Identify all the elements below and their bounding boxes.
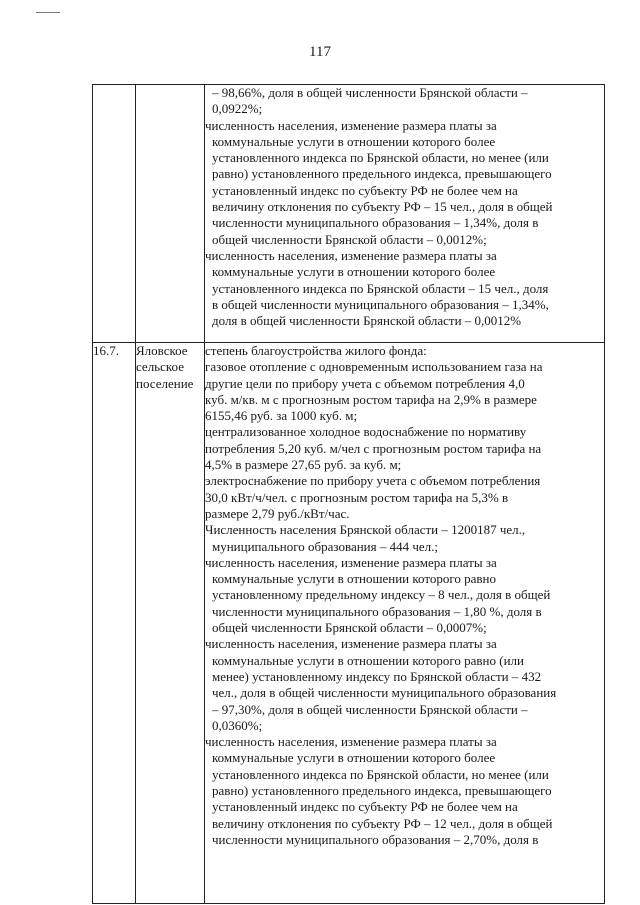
text-line: численность населения, изменение размера платы за xyxy=(205,734,497,750)
description-cell xyxy=(205,343,605,904)
text-line: коммунальные услуги в отношении которого равно xyxy=(212,571,497,587)
text-line: чел., доля в общей численности муниципального образования xyxy=(212,685,557,701)
text-line: установленному предельному индексу – 8 чел., доля в общей xyxy=(212,587,551,603)
text-line: численность населения, изменение размера платы за xyxy=(205,554,497,570)
text-line: установленного индекса по Брянской области, но менее (или xyxy=(212,150,549,166)
text-line: установленного индекса по Брянской области, но менее (или xyxy=(212,766,549,782)
row-number-cell xyxy=(93,343,136,904)
text-line: в общей численности муниципального образования – 1,34%, xyxy=(212,296,549,312)
settlement-name-line: поселение xyxy=(136,375,194,391)
row-number: 16.7. xyxy=(93,343,119,358)
settlement-name-line: сельское xyxy=(136,359,184,375)
text-line: газовое отопление с одновременным использованием газа на xyxy=(205,359,543,375)
text-line: коммунальные услуги в отношении которого равно (или xyxy=(212,652,524,668)
text-line: другие цели по прибору учета с объемом потребления 4,0 xyxy=(205,375,525,391)
text-line: – 98,66%, доля в общей численности Брянской области – xyxy=(212,85,528,100)
text-line: менее) установленному индексу по Брянской области – 432 xyxy=(212,668,542,684)
text-line: централизованное холодное водоснабжение по нормативу xyxy=(205,424,527,440)
text-line: численности муниципального образования – 2,70%, доля в xyxy=(212,831,539,847)
description-lines xyxy=(205,85,604,329)
text-line: общей численности Брянской области – 0,0007%; xyxy=(212,620,487,636)
text-line: коммунальные услуги в отношении которого более xyxy=(212,750,496,766)
text-line: численность населения, изменение размера платы за xyxy=(205,247,497,263)
text-line: величину отклонения по субъекту РФ – 12 чел., доля в общей xyxy=(212,815,553,831)
text-line: 6155,46 руб. за 1000 куб. м; xyxy=(205,408,358,424)
text-line: установленный индекс по субъекту РФ не более чем на xyxy=(212,182,518,198)
text-line: – 97,30%, доля в общей численности Брянской области – xyxy=(212,701,528,717)
text-line: электроснабжение по прибору учета с объемом потребления xyxy=(205,473,541,489)
text-line: величину отклонения по субъекту РФ – 15 чел., доля в общей xyxy=(212,199,553,215)
text-line: установленного индекса по Брянской области – 15 чел., доля xyxy=(212,280,549,296)
text-line: 30,0 кВт/ч/чел. с прогнозным ростом тарифа на 5,3% в xyxy=(205,489,509,505)
text-line: численность населения, изменение размера платы за xyxy=(205,636,497,652)
text-line: равно) установленного предельного индекса, превышающего xyxy=(212,166,552,182)
text-line: равно) установленного предельного индекса, превышающего xyxy=(212,783,552,799)
settlement-name-cell xyxy=(136,85,205,343)
document-table xyxy=(92,84,605,904)
text-line: численности муниципального образования – 1,34%, доля в xyxy=(212,215,539,231)
text-line: степень благоустройства жилого фонда: xyxy=(205,343,427,358)
text-line: Численность населения Брянской области – 1200187 чел., xyxy=(205,522,526,538)
text-line: 4,5% в размере 27,65 руб. за куб. м; xyxy=(205,457,402,473)
text-line: общей численности Брянской области – 0,0012%; xyxy=(212,231,487,247)
text-line: численности муниципального образования – 1,80 %, доля в xyxy=(212,603,542,619)
text-line: коммунальные услуги в отношении которого более xyxy=(212,264,496,280)
text-line: куб. м/кв. м с прогнозным ростом тарифа на 2,9% в размере xyxy=(205,391,537,407)
text-line: доля в общей численности Брянской области – 0,0012% xyxy=(212,313,522,329)
text-line: численность населения, изменение размера платы за xyxy=(205,117,497,133)
description-lines xyxy=(205,343,604,848)
settlement-name-line: Яловское xyxy=(136,343,188,358)
page-number: 117 xyxy=(309,44,331,60)
text-line: потребления 5,20 куб. м/чел с прогнозным ростом тарифа на xyxy=(205,440,542,456)
scan-mark xyxy=(36,12,60,13)
row-number-cell xyxy=(93,85,136,343)
text-line: установленный индекс по субъекту РФ не более чем на xyxy=(212,799,518,815)
table-row-continuation xyxy=(93,85,605,343)
text-line: 0,0360%; xyxy=(212,717,263,733)
table-row-16-7 xyxy=(93,343,605,904)
text-line: муниципального образования – 444 чел.; xyxy=(212,538,439,554)
text-line: размере 2,79 руб./кВт/час. xyxy=(205,505,350,521)
text-line: коммунальные услуги в отношении которого более xyxy=(212,133,496,149)
settlement-name-cell xyxy=(136,343,205,904)
text-line: 0,0922%; xyxy=(212,101,263,117)
description-cell xyxy=(205,85,605,343)
